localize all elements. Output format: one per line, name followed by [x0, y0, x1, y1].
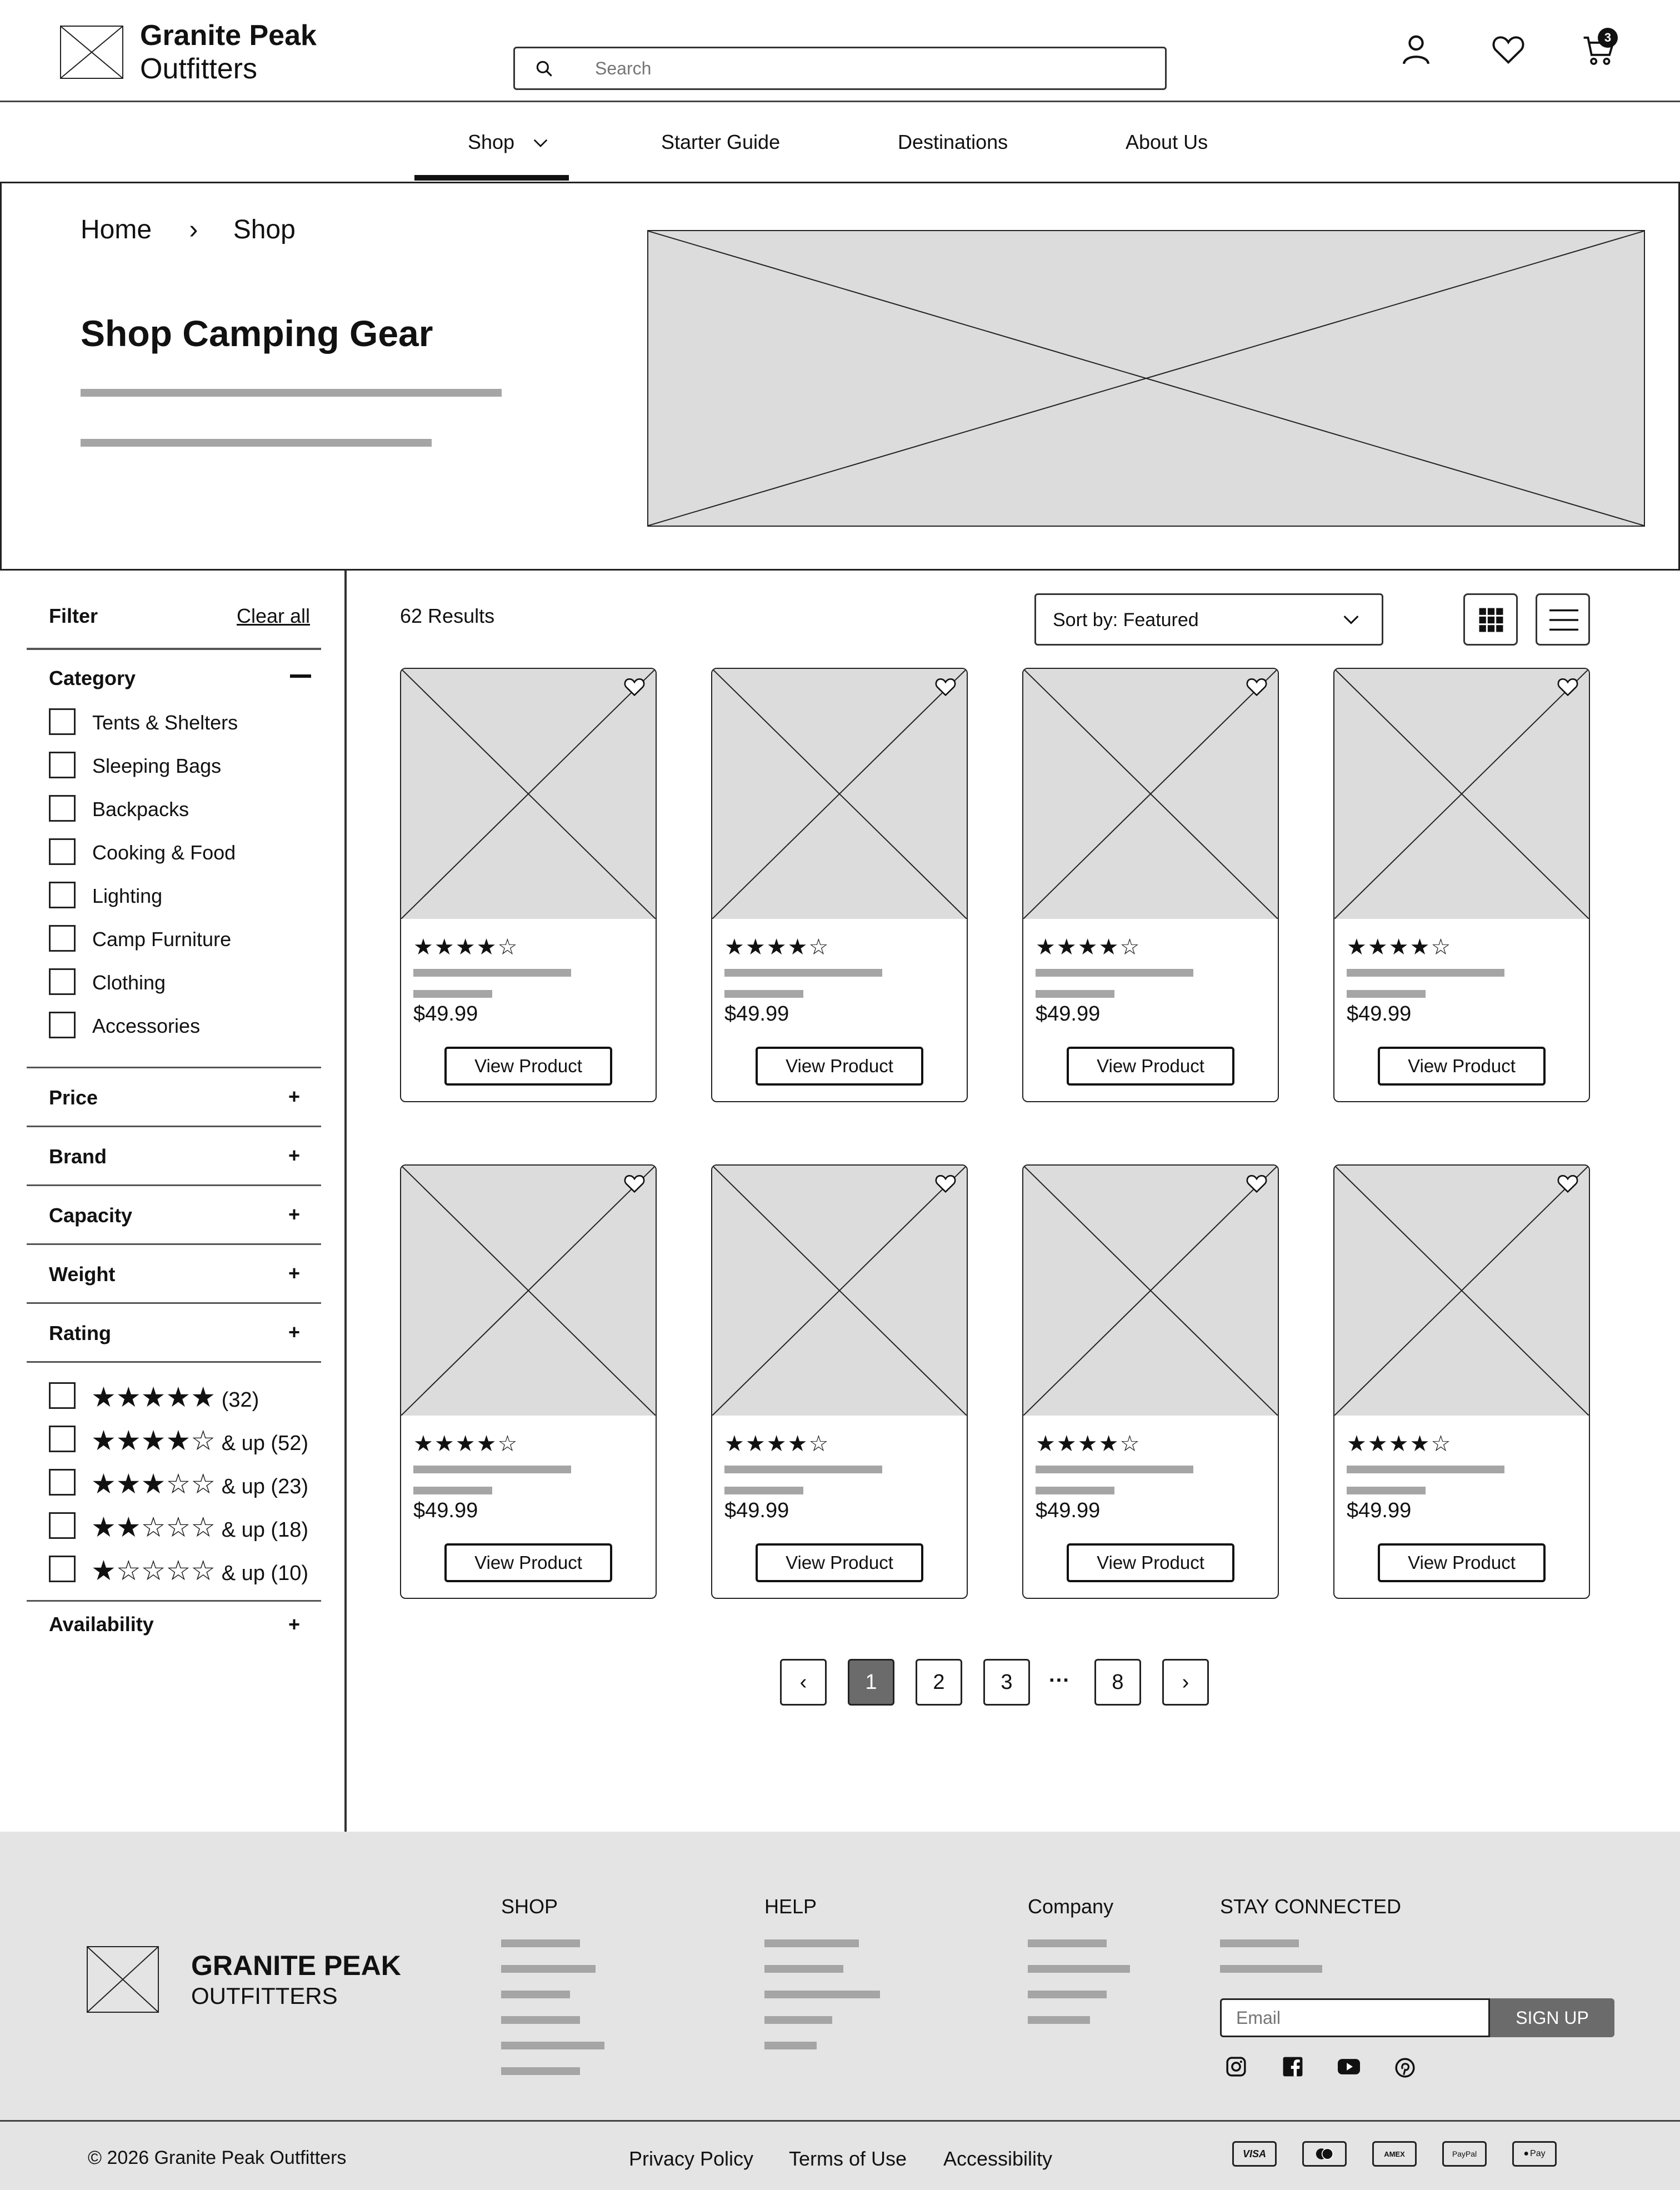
filter-header-divider	[27, 648, 321, 650]
search-input[interactable]	[595, 54, 1139, 83]
nav-shop-label: Shop	[468, 131, 515, 153]
logo-image[interactable]	[60, 26, 123, 79]
wishlist-heart-icon[interactable]	[934, 677, 957, 699]
plus-icon[interactable]: +	[288, 1085, 300, 1108]
plus-icon[interactable]: +	[288, 1262, 300, 1284]
sidebar-divider	[344, 571, 347, 1832]
footer-company-link[interactable]	[1028, 1991, 1107, 1998]
plus-icon[interactable]: +	[288, 1321, 300, 1343]
product-title-placeholder[interactable]	[1347, 969, 1504, 977]
footer-brand-line2: OUTFITTERS	[191, 1983, 338, 2009]
newsletter-form	[1220, 1998, 1614, 2037]
cart-count-badge: 3	[1598, 28, 1618, 48]
chevron-down-icon	[1342, 614, 1361, 626]
category-checkbox-cooking[interactable]	[49, 838, 76, 865]
facet-price[interactable]	[27, 1068, 321, 1127]
page-title: Shop Camping Gear	[81, 313, 433, 354]
star-icon: ★☆☆☆☆	[91, 1555, 216, 1586]
results-count: 62 Results	[400, 604, 495, 627]
footer-shop-link[interactable]	[501, 2067, 580, 2075]
star-rating-icon: ★★★★☆	[1347, 1432, 1452, 1456]
category-checkbox-camp-furniture[interactable]	[49, 925, 76, 952]
product-card[interactable]	[400, 668, 657, 1102]
footer-company-link[interactable]	[1028, 1965, 1130, 1973]
view-product-button[interactable]: View Product	[1378, 1543, 1546, 1582]
footer-help-link[interactable]	[764, 2016, 832, 2024]
star-rating-icon: ★★★★☆	[1036, 1432, 1141, 1456]
pagination-page-last[interactable]: 8	[1094, 1659, 1141, 1706]
account-icon[interactable]	[1399, 32, 1433, 67]
product-title-placeholder[interactable]	[413, 1466, 571, 1473]
product-image[interactable]	[712, 1166, 967, 1416]
pagination-ellipsis: ···	[1049, 1669, 1070, 1692]
category-checkbox-sleeping-bags[interactable]	[49, 752, 76, 778]
brand-name-line2[interactable]: Outfitters	[140, 53, 257, 85]
rating-option-2[interactable]	[91, 1511, 308, 1543]
rating-checkbox-2[interactable]	[49, 1512, 76, 1539]
footer-copyright: © 2026 Granite Peak Outfitters	[88, 2147, 347, 2168]
product-title-placeholder[interactable]	[1347, 1466, 1504, 1473]
footer-brand-line1: GRANITE PEAK	[191, 1950, 401, 1981]
category-checkbox-clothing[interactable]	[49, 968, 76, 995]
category-label-cooking[interactable]: Cooking & Food	[92, 841, 236, 864]
brand-name-line1[interactable]: Granite Peak	[140, 19, 317, 52]
product-title-placeholder[interactable]	[724, 969, 882, 977]
category-label-accessories[interactable]: Accessories	[92, 1014, 201, 1037]
hero-section	[0, 182, 1680, 571]
pagination-page-1[interactable]: 1	[848, 1659, 894, 1706]
hero-text-placeholder-2	[81, 439, 432, 447]
product-subtitle-placeholder	[724, 990, 803, 998]
product-price: $49.99	[1036, 1002, 1101, 1026]
category-checkbox-backpacks[interactable]	[49, 795, 76, 822]
category-label-camp-furniture[interactable]: Camp Furniture	[92, 928, 232, 951]
product-price: $49.99	[724, 1499, 789, 1522]
instagram-icon[interactable]	[1226, 2056, 1247, 2077]
product-card[interactable]	[1333, 1164, 1590, 1599]
pagination-prev-button[interactable]: ‹	[780, 1659, 827, 1706]
product-image[interactable]	[1334, 1166, 1589, 1416]
product-title-placeholder[interactable]	[413, 969, 571, 977]
footer-help-link[interactable]	[764, 2042, 817, 2049]
category-checkbox-tents[interactable]	[49, 708, 76, 735]
view-product-button[interactable]: View Product	[1378, 1047, 1546, 1086]
youtube-icon[interactable]	[1338, 2058, 1360, 2075]
product-image[interactable]	[712, 669, 967, 919]
category-facet-title[interactable]: Category	[49, 667, 136, 689]
star-icon: ★★☆☆☆	[91, 1512, 216, 1543]
visa-icon: VISA	[1232, 2141, 1277, 2167]
footer-newsletter-text	[1220, 1965, 1322, 1973]
product-price: $49.99	[724, 1002, 789, 1026]
apple-pay-icon	[1512, 2141, 1557, 2167]
star-rating-icon: ★★★★☆	[1347, 935, 1452, 959]
wishlist-heart-icon[interactable]	[1491, 33, 1526, 66]
plus-icon[interactable]: +	[288, 1203, 300, 1226]
breadcrumb-home[interactable]: Home	[81, 215, 152, 244]
search-box[interactable]	[513, 47, 1167, 90]
grid-view-button[interactable]	[1463, 593, 1518, 646]
product-image[interactable]	[1023, 669, 1278, 919]
product-card[interactable]	[1022, 668, 1279, 1102]
rating-checkbox-4[interactable]	[49, 1426, 76, 1452]
product-subtitle-placeholder	[1036, 1487, 1114, 1494]
rating-option-1[interactable]	[91, 1554, 308, 1587]
footer-terms-link[interactable]: Terms of Use	[789, 2147, 907, 2170]
view-product-button[interactable]: View Product	[1067, 1543, 1234, 1582]
sort-dropdown[interactable]	[1034, 593, 1383, 646]
product-subtitle-placeholder	[1347, 1487, 1426, 1494]
category-label-tents[interactable]: Tents & Shelters	[92, 711, 238, 734]
nav-about-us[interactable]: About Us	[1126, 131, 1208, 153]
facet-brand-label: Brand	[49, 1145, 107, 1168]
product-image[interactable]	[401, 1166, 656, 1416]
facebook-icon[interactable]	[1282, 2056, 1303, 2077]
star-rating-icon: ★★★★☆	[413, 1432, 519, 1456]
breadcrumb-separator-icon: ›	[189, 215, 198, 244]
wishlist-heart-icon[interactable]	[623, 1173, 646, 1196]
facet-price-label: Price	[49, 1086, 98, 1109]
footer-shop-link[interactable]	[501, 1939, 580, 1947]
product-card[interactable]	[400, 1164, 657, 1599]
footer-col-shop-title: SHOP	[501, 1895, 558, 1918]
star-icon: ★★★☆☆	[91, 1468, 216, 1499]
category-label-sleeping-bags[interactable]: Sleeping Bags	[92, 754, 222, 777]
footer-bottom-bar	[0, 2120, 1680, 2190]
product-subtitle-placeholder	[413, 990, 492, 998]
view-product-button[interactable]: View Product	[1067, 1047, 1234, 1086]
rating-checkbox-5[interactable]	[49, 1382, 76, 1409]
list-icon	[1549, 608, 1578, 632]
newsletter-signup-button[interactable]: SIGN UP	[1490, 1998, 1614, 2037]
footer-shop-link[interactable]	[501, 2042, 604, 2049]
nav-active-underline	[414, 175, 569, 181]
product-card[interactable]	[1333, 668, 1590, 1102]
mastercard-icon	[1302, 2141, 1347, 2167]
sort-dropdown-label: Sort by: Featured	[1053, 609, 1199, 631]
facet-capacity[interactable]	[27, 1186, 321, 1245]
grid-icon	[1478, 607, 1504, 633]
view-product-button[interactable]: View Product	[444, 1543, 612, 1582]
newsletter-email-input[interactable]	[1220, 1998, 1490, 2037]
rating-checkbox-1[interactable]	[49, 1556, 76, 1582]
product-title-placeholder[interactable]	[1036, 969, 1193, 977]
facet-brand[interactable]	[27, 1127, 321, 1186]
site-header	[0, 0, 1680, 102]
search-icon	[534, 58, 555, 79]
footer-logo-image[interactable]	[87, 1946, 159, 2013]
rating-count: & up (18)	[221, 1518, 308, 1542]
wishlist-heart-icon[interactable]	[934, 1173, 957, 1196]
footer-help-link[interactable]	[764, 1939, 859, 1947]
facet-weight[interactable]	[27, 1245, 321, 1304]
view-product-button[interactable]: View Product	[444, 1047, 612, 1086]
pagination-next-button[interactable]: ›	[1162, 1659, 1209, 1706]
plus-icon[interactable]: +	[288, 1144, 300, 1167]
footer-help-link[interactable]	[764, 1965, 843, 1973]
category-checkbox-accessories[interactable]	[49, 1012, 76, 1038]
breadcrumb-current: Shop	[233, 215, 296, 244]
footer-shop-link[interactable]	[501, 1965, 596, 1973]
star-icon: ★★★★★	[91, 1382, 216, 1413]
footer-shop-link[interactable]	[501, 1991, 570, 1998]
rating-option-5[interactable]	[91, 1381, 259, 1413]
star-icon: ★★★★☆	[91, 1425, 216, 1456]
product-image[interactable]	[1023, 1166, 1278, 1416]
footer-company-link[interactable]	[1028, 2016, 1090, 2024]
hero-image	[647, 230, 1645, 527]
footer-company-link[interactable]	[1028, 1939, 1107, 1947]
footer-col-stay-connected-title: STAY CONNECTED	[1220, 1895, 1402, 1918]
list-view-button[interactable]	[1536, 593, 1590, 646]
product-image[interactable]	[1334, 669, 1589, 919]
wishlist-heart-icon[interactable]	[1557, 1173, 1579, 1196]
main-nav	[0, 104, 1680, 182]
rating-option-3[interactable]	[91, 1468, 308, 1500]
facet-rating-label: Rating	[49, 1322, 111, 1344]
pagination-page-3[interactable]: 3	[983, 1659, 1030, 1706]
pinterest-icon[interactable]	[1394, 2057, 1416, 2078]
rating-count: (32)	[221, 1388, 259, 1412]
product-subtitle-placeholder	[724, 1487, 803, 1494]
footer-accessibility-link[interactable]: Accessibility	[943, 2147, 1053, 2170]
breadcrumb	[81, 214, 296, 245]
product-price: $49.99	[1036, 1499, 1101, 1522]
product-subtitle-placeholder	[1036, 990, 1114, 998]
wishlist-heart-icon[interactable]	[1246, 1173, 1268, 1196]
category-label-clothing[interactable]: Clothing	[92, 971, 166, 994]
category-collapse-toggle[interactable]	[290, 674, 311, 678]
view-product-button[interactable]: View Product	[756, 1543, 923, 1582]
facet-weight-label: Weight	[49, 1263, 116, 1286]
hero-text-placeholder-1	[81, 389, 502, 397]
nav-shop[interactable]	[468, 131, 514, 154]
product-subtitle-placeholder	[1347, 990, 1426, 998]
clear-all-link[interactable]: Clear all	[237, 604, 311, 627]
product-card[interactable]	[711, 1164, 968, 1599]
paypal-icon: PayPal	[1442, 2141, 1487, 2167]
footer-shop-link[interactable]	[501, 2016, 580, 2024]
category-label-lighting[interactable]: Lighting	[92, 884, 163, 907]
apple-pay-label: Pay	[1530, 2149, 1546, 2158]
star-rating-icon: ★★★★☆	[413, 935, 519, 959]
product-price: $49.99	[1347, 1002, 1412, 1026]
product-image[interactable]	[401, 669, 656, 919]
wishlist-heart-icon[interactable]	[623, 677, 646, 699]
star-rating-icon: ★★★★☆	[1036, 935, 1141, 959]
product-subtitle-placeholder	[413, 1487, 492, 1494]
nav-starter-guide[interactable]: Starter Guide	[661, 131, 781, 153]
product-title-placeholder[interactable]	[1036, 1466, 1193, 1473]
footer-newsletter-text	[1220, 1939, 1299, 1947]
footer	[0, 1832, 1680, 2120]
nav-destinations[interactable]: Destinations	[898, 131, 1008, 153]
chevron-down-icon[interactable]	[532, 137, 549, 149]
rating-count: & up (10)	[221, 1562, 308, 1585]
rating-count: & up (23)	[221, 1475, 308, 1498]
wishlist-heart-icon[interactable]	[1246, 677, 1268, 699]
category-checkbox-lighting[interactable]	[49, 882, 76, 908]
product-card[interactable]	[1022, 1164, 1279, 1599]
plus-icon[interactable]: +	[288, 1613, 300, 1636]
rating-option-4[interactable]	[91, 1424, 308, 1457]
footer-col-company-title: Company	[1028, 1895, 1114, 1918]
product-price: $49.99	[413, 1499, 478, 1522]
mastercard-circles-icon	[1312, 2147, 1337, 2161]
category-label-backpacks[interactable]: Backpacks	[92, 798, 189, 821]
apple-icon: ●	[1523, 2149, 1529, 2158]
facet-capacity-label: Capacity	[49, 1204, 133, 1227]
footer-help-link[interactable]	[764, 1991, 880, 1998]
product-card[interactable]	[711, 668, 968, 1102]
rating-count: & up (52)	[221, 1432, 308, 1455]
product-title-placeholder[interactable]	[724, 1466, 882, 1473]
amex-icon: AMEX	[1372, 2141, 1417, 2167]
facet-availability[interactable]	[27, 1602, 321, 1661]
view-product-button[interactable]: View Product	[756, 1047, 923, 1086]
filter-title: Filter	[49, 604, 98, 627]
star-rating-icon: ★★★★☆	[724, 1432, 830, 1456]
wishlist-heart-icon[interactable]	[1557, 677, 1579, 699]
footer-col-help-title: HELP	[764, 1895, 817, 1918]
footer-privacy-link[interactable]: Privacy Policy	[629, 2147, 754, 2170]
facet-rating[interactable]	[27, 1304, 321, 1363]
product-price: $49.99	[413, 1002, 478, 1026]
pagination-page-2[interactable]: 2	[916, 1659, 962, 1706]
star-rating-icon: ★★★★☆	[724, 935, 830, 959]
rating-checkbox-3[interactable]	[49, 1469, 76, 1496]
product-price: $49.99	[1347, 1499, 1412, 1522]
facet-availability-label: Availability	[49, 1613, 154, 1636]
